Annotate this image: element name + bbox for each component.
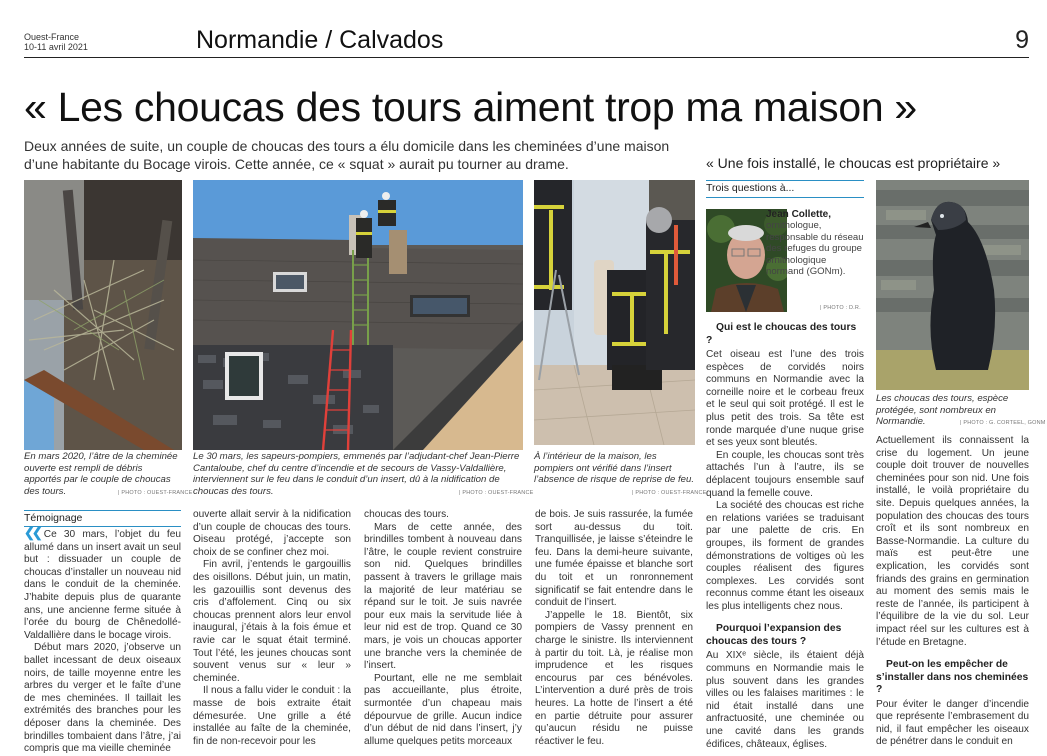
fireplace-debris-photo bbox=[24, 180, 182, 450]
photo-caption-1: En mars 2020, l’âtre de la cheminée ouverte est rempli de débris apportés par le couple de choucas des tours. bbox=[24, 451, 178, 497]
body-column-4 bbox=[535, 509, 693, 755]
question-heading: Pourquoi l’expansion des choucas des tours ? bbox=[706, 623, 842, 647]
interviewee-bio bbox=[766, 209, 866, 277]
photo-credit-1: | PHOTO : OUEST-FRANCE bbox=[118, 490, 193, 496]
body-paragraph: Début mars 2020, j’observe un ballet incessant de deux oiseaux noirs, de taille moyenne entre les arbres du verger et le faîte d’une de mes cheminées. Il taillait les extrémités des branches pour les déposer dans la cheminée. Des brindilles tombaient dans l’âtre, j’ai compris que ma vieille cheminée bbox=[24, 642, 181, 755]
body-paragraph: Il nous a fallu vider le conduit : la masse de bois extraite était démesurée. Une grille a été installée au faîte de la cheminée, fin de non-recevoir pour les bbox=[193, 685, 351, 747]
answer-paragraph: Pour éviter le danger d’incendie que représente l’embrasement du nid, il faut empêcher les oiseaux de pénétrer dans le conduit en bbox=[876, 698, 1029, 748]
firefighters-roof-photo bbox=[193, 180, 523, 450]
photo-caption-3: À l’intérieur de la maison, les pompiers ont vérifié dans l’insert l’absence de risque de reprise de feu. bbox=[534, 451, 694, 485]
body-column-3 bbox=[364, 509, 522, 755]
interviewee-description: ornithologue, responsable du réseau des refuges du groupe ornithologique normand (GONm). bbox=[766, 220, 864, 278]
body-paragraph: Pourtant, elle ne me semblait pas accueillante, plus étroite, surmontée d’un chapeau mais dépourvue de grille. Aucun indice d’un début de nid dans l’insert, j’y allume quelques petits morceaux bbox=[364, 672, 522, 747]
publication-info bbox=[24, 32, 88, 52]
page-number: 9 bbox=[1015, 26, 1029, 54]
question-heading: Qui est le choucas des tours ? bbox=[706, 322, 857, 346]
open-quote-icon: ❮❮ bbox=[24, 527, 40, 540]
body-column-1 bbox=[24, 527, 181, 755]
section-title: Normandie / Calvados bbox=[196, 26, 444, 54]
body-paragraph: Fin avril, j’entends le gargouillis des oisillons. Début juin, un matin, les gazouillis sont devenus des cris d’affolement. Cinq ou six choucas prennent alors leur envol inaugural, j’étais à la fois émue et ravie car le squat était terminé. Tout l’été, les jeunes choucas sont souvent venus sur « leur » cheminée. bbox=[193, 559, 351, 684]
publication-name: Ouest-France bbox=[24, 32, 80, 42]
answer-paragraph: La société des choucas est riche en relations variées se traduisant par une palette de cris. En groupes, ils forment de grandes démonstrations de voltiges où les couples réalisent des figures complexes. Les corvidés sont reconnus comme étant les oiseaux les plus intelligents chez nous. bbox=[706, 500, 864, 612]
body-paragraph: J’appelle le 18. Bientôt, six pompiers de Vassy prennent en charge le sinistre. Ils interviennent à partir du toit. Là, je réalise mon imprudence et les risques encourus par ces bénévoles. L’intervention a duré près de trois heures. La hotte de l’insert a été en partie détruite pour assurer qu’aucun résidu ne puisse réactiver le feu. bbox=[535, 609, 693, 747]
firefighters-interior-image bbox=[534, 180, 695, 445]
jackdaw-photo-caption: Les choucas des tours, espèce protégée, sont nombreux en Normandie. bbox=[876, 393, 1009, 427]
photo-credit-2: | PHOTO : OUEST-FRANCE bbox=[459, 490, 534, 496]
interviewee-photo-credit: | PHOTO : D.R. bbox=[820, 305, 861, 311]
body-column-2 bbox=[193, 509, 351, 755]
standfirst: Deux années de suite, un couple de choucas des tours a élu domicile dans les cheminées d’une maison d’une habitante du Bocage virois. Cette année, ce « squat » aurait pu tourner au drame. bbox=[24, 138, 670, 172]
publication-date: 10-11 avril 2021 bbox=[24, 42, 88, 52]
testimony-label: Témoignage bbox=[24, 512, 83, 524]
body-paragraph-continued: ouverte allait servir à la nidification d’un couple de choucas des tours. Oiseau protégé, j’accepte son choix de se confiner chez moi. bbox=[193, 509, 351, 558]
sidebar-label: Trois questions à... bbox=[706, 182, 795, 194]
sidebar-title: « Une fois installé, le choucas est propriétaire » bbox=[706, 155, 1001, 171]
masthead bbox=[24, 24, 1029, 58]
answer-paragraph: Cet oiseau est l’une des trois espèces de corvidés noirs communs en Normandie avec la corneille noire et le corbeau freux et le seul qui soit protégé. Il est le plus petit des trois. Sa tête est ronde marquée d’une nuque grise et ses yeux sont bleutés. bbox=[706, 349, 864, 449]
body-paragraph: ❮❮ Ce 30 mars, l’objet du feu allumé dans un insert avait un seul but : dissuader un couple de choucas d’installer un nouveau nid dans le conduit de la cheminée. J’habite depuis plus de quarante ans, une ancienne ferme située à l’orée du bourg de Chênedollé-Valdallière dans le bocage virois. bbox=[24, 527, 181, 641]
answer-paragraph: Au XIXᵉ siècle, ils étaient déjà communs en Normandie mais le plus souvent dans les grandes villes ou les falaises maritimes : le nid était installé dans une anfractuosité, une cheminée ou une cavité dans les grands édifices, châteaux, églises. bbox=[706, 650, 864, 750]
jackdaw-image bbox=[876, 180, 1029, 390]
firefighters-interior-photo bbox=[534, 180, 695, 445]
answer-paragraph-continued: Actuellement ils connaissent la crise du logement. Un jeune couple doit trouver de nouvelles cheminées pour son nid. Une fois installé, le voilà propriétaire du site. Depuis quelques années, la population des choucas des tours croît et ils sont nombreux en Basse-Normandie. La culture du maïs est peut-être une explication, les corvidés sont friands des grains en germination au moment des semis mais le reste de l’année, ils participent à l’équilibre de la vie du sol. Leur impact réel sur les cultures est à l’étude en Bretagne. bbox=[876, 435, 1029, 648]
photo-credit-3: | PHOTO : OUEST-FRANCE bbox=[632, 490, 707, 496]
testimony-label-box bbox=[24, 510, 181, 527]
body-paragraph: Mars de cette année, des brindilles tombent à nouveau dans l’âtre, le couple revient construire son nid. Quelques brindilles passent à travers le grillage mais la majorité de leur matériau se répand sur le toit. Je suis navrée pour eux mais la servitude liée à leur nid est de trop. Quand ce 30 mars, je vois un choucas apporter une branche vers la cheminée de l’insert. bbox=[364, 521, 522, 672]
fireplace-debris-image bbox=[24, 180, 182, 450]
sidebar-column-2 bbox=[876, 435, 1029, 756]
body-paragraph-continued: de bois. Je suis rassurée, la fumée sort au-dessus du toit. Tranquillisée, je laisse s’éteindre le feu. Dans la demi-heure suivante, une fumée épaisse et blanche sort du toit et un ronronnement significatif se fait entendre dans le conduit de l’insert. bbox=[535, 509, 693, 609]
answer-paragraph: En couple, les choucas sont très attachés l’un à l’autre, ils se déplacent toujours ensemble sauf quand la femelle couve. bbox=[706, 449, 864, 499]
headline: « Les choucas des tours aiment trop ma maison » bbox=[24, 84, 917, 130]
jackdaw-photo-credit: | PHOTO : G. CORTEEL, GONM bbox=[960, 420, 1046, 426]
body-paragraph-continued: choucas des tours. bbox=[364, 509, 449, 520]
jackdaw-photo bbox=[876, 180, 1029, 390]
interviewee-name: Jean Collette, bbox=[766, 209, 832, 220]
photo-caption-2: Le 30 mars, les sapeurs-pompiers, emmenés par l’adjudant-chef Jean-Pierre Cantaloube, chef du centre d’incendie et de secours de Vassy-Valdallière, interviennent sur le feu dans le conduit d’un insert, dû à la nidification de choucas des tours. bbox=[193, 451, 520, 497]
sidebar-label-box bbox=[706, 180, 864, 198]
sidebar-column-1 bbox=[706, 322, 864, 756]
question-heading: Peut-on les empêcher de s’installer dans nos cheminées ? bbox=[876, 659, 1029, 696]
firefighters-roof-image bbox=[193, 180, 523, 450]
